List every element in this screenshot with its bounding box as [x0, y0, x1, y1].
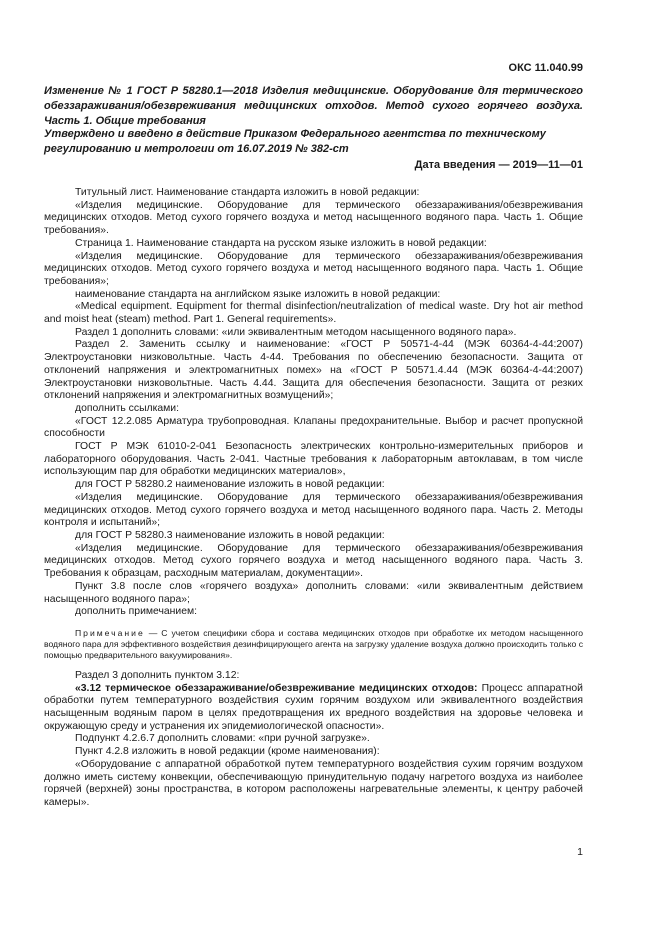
page-number: 1: [577, 846, 583, 858]
paragraph: «Изделия медицинские. Оборудование для термического обеззараживания/обезвреживания медицинских отходов. Метод сухого горячего воздуха и метод насыщенного водяного пара. Часть 1. Общие требования».: [44, 199, 583, 237]
paragraph: дополнить примечанием:: [75, 606, 198, 618]
effective-date: Дата введения — 2019—11—01: [414, 159, 583, 171]
approval-statement: Утверждено и введено в действие Приказом Федерального агентства по техническому регулированию и метрологии от 16.07.2019 № 382-ст: [44, 128, 546, 155]
paragraph: наименование стандарта на английском языке изложить в новой редакции:: [75, 288, 441, 300]
paragraph: «Изделия медицинские. Оборудование для термического обеззараживания/обезвреживания медицинских отходов. Метод сухого горячего воздуха и метод насыщенного водяного пара. Часть 1. Общие требования»;: [44, 250, 583, 287]
paragraph: для ГОСТ Р 58280.2 наименование изложить в новой редакции:: [75, 479, 385, 491]
paragraph: Раздел 3 дополнить пунктом 3.12:: [75, 669, 240, 681]
paragraph: ГОСТ Р МЭК 61010-2-041 Безопасность электрических контрольно-измерительных приборов и лабораторного оборудования. Часть 2-041. Частные требования к лабораторным автоклавам, в том числе использующим пар для обработки медицинских материалов»,: [44, 441, 583, 478]
paragraph: Пункт 3.8 после слов «горячего воздуха» дополнить словами: «или эквивалентным действием насыщенного водяного пара»;: [44, 580, 583, 605]
paragraph: Раздел 1 дополнить словами: «или эквивалентным методом насыщенного водяного пара».: [75, 326, 517, 338]
paragraph: для ГОСТ Р 58280.3 наименование изложить в новой редакции:: [75, 529, 385, 541]
paragraph: Пункт 4.2.8 изложить в новой редакции (кроме наименования):: [75, 746, 380, 758]
paragraph: Подпункт 4.2.6.7 дополнить словами: «при ручной загрузке».: [75, 733, 370, 745]
paragraph: «Medical equipment. Equipment for thermal disinfection/neutralization of medical waste. Dry hot air method and moist heat (steam) method. Part 1. General requirements».: [44, 301, 583, 326]
amendment-title: Изменение № 1 ГОСТ Р 58280.1—2018 Изделия медицинские. Оборудование для термического обеззараживания/обезвреживания медицинских отходов. Метод сухого горячего воздуха. Часть 1. Общие требования: [44, 85, 583, 127]
paragraph: «Изделия медицинские. Оборудование для термического обеззараживания/обезвреживания медицинских отходов. Метод сухого горячего воздуха и метод насыщенного водяного пара. Часть 3. Требования к образцам, расходным материалам, документации».: [44, 542, 583, 580]
note-text: — С учетом специфики сбора и состава медицинских отходов при обработке их методом насыщенного водяного пара для эффективного воздействия дезинфицирующего агента на загрузку удаление воздуха должно происходить только с помощью предварительного вакуумирования».: [44, 627, 583, 660]
paragraph: Титульный лист. Наименование стандарта изложить в новой редакции:: [75, 187, 420, 198]
term-definition-text: Процесс аппаратной обработки путем температурного воздействия сухим горячим воздухом или эквивалентного воздействия насыщенным водяным паром в целях предотвращения их вредного воздействия на здоровье человека и окружающую среду и устранения их эпидемиологической опасности».: [44, 682, 583, 732]
paragraph: дополнить ссылками:: [75, 402, 179, 414]
term-definition-heading: «3.12 термическое обеззараживание/обезвреживание медицинских отходов:: [75, 682, 478, 694]
paragraph: «ГОСТ 12.2.085 Арматура трубопроводная. Клапаны предохранительные. Выбор и расчет пропускной способности: [44, 415, 583, 440]
paragraph: [44, 683, 583, 734]
paragraph: Раздел 2. Заменить ссылку и наименование: «ГОСТ Р 50571-4-44 (МЭК 60364-4-44:2007) Электроустановки низковольтные. Часть 4-44. Требования по обеспечению безопасности. Защита от отклонений напряжения и электромагнитных помех» на «ГОСТ Р 50571.4.44 (МЭК 60364-4-44:2007) Электроустановки низковольтные. Часть 4.44. Защита для обеспечения безопасности. Защита от резких отклонений напряжения и электромагнитных возмущений»;: [44, 339, 583, 402]
paragraph: Страница 1. Наименование стандарта на русском языке изложить в новой редакции:: [75, 237, 487, 249]
paragraph: «Изделия медицинские. Оборудование для термического обеззараживания/обезвреживания медицинских отходов. Метод сухого горячего воздуха и метод насыщенного водяного пара. Часть 2. Методы контроля и испытаний»;: [44, 491, 583, 529]
note: [44, 628, 583, 661]
note-label: Примечание: [75, 627, 145, 638]
paragraph: «Оборудование с аппаратной обработкой путем температурного воздействия сухим горячим воздухом должно иметь систему конвекции, обеспечивающую принудительную подачу нагретого воздуха из наиболее горячей (верхней) зоны пространства, в котором расположены нагревательные элементы, к центру рабочей камеры».: [44, 758, 583, 808]
classification-code: ОКС 11.040.99: [508, 62, 583, 74]
document-body: [44, 187, 583, 810]
